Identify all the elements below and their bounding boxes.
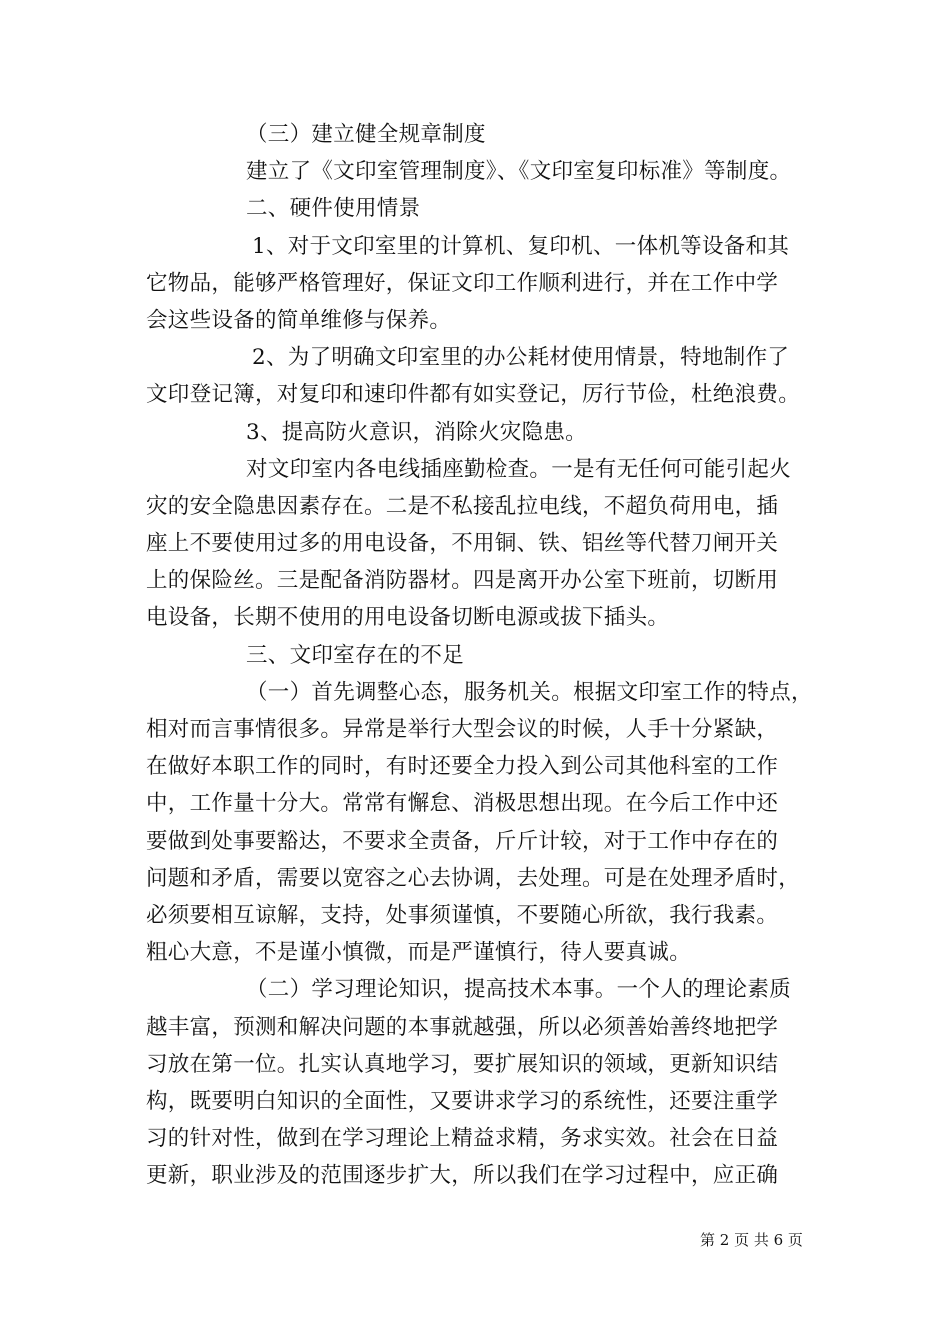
text-line: 在做好本职工作的同时，有时还要全力投入到公司其他科室的工作 bbox=[146, 754, 779, 780]
text-line: （三）建立健全规章制度 bbox=[246, 122, 486, 147]
section-heading: 三、文印室存在的不足 bbox=[246, 642, 465, 668]
text-line: （二）学习理论知识，提高技术本事。一个人的理论素质 bbox=[246, 977, 792, 1003]
text-line: 建立了《文印室管理制度》、《文印室复印标准》等制度。 bbox=[246, 159, 792, 185]
text-line: 粗心大意，不是谨小慎微，而是严谨慎行，待人要真诚。 bbox=[146, 940, 692, 966]
text-line: 电设备，长期不使用的用电设备切断电源或拔下插头。 bbox=[146, 605, 670, 631]
text-line: 2、为了明确文印室里的办公耗材使用情景，特地制作了 bbox=[252, 345, 790, 371]
text-line: 3、提高防火意识，消除火灾隐患。 bbox=[246, 419, 587, 445]
text-line: 更新，职业涉及的范围逐步扩大，所以我们在学习过程中，应正确 bbox=[146, 1163, 779, 1189]
text-line: 习的针对性，做到在学习理论上精益求精，务求实效。社会在日益 bbox=[146, 1126, 779, 1152]
text-line: 必须要相互谅解，支持，处事须谨慎，不要随心所欲，我行我素。 bbox=[146, 902, 779, 928]
document-body bbox=[146, 116, 822, 1194]
text-line: 它物品，能够严格管理好，保证文印工作顺利进行，并在工作中学 bbox=[146, 270, 779, 296]
text-line: 越丰富，预测和解决问题的本事就越强，所以必须善始善终地把学 bbox=[146, 1014, 779, 1040]
text-line: 上的保险丝。三是配备消防器材。四是离开办公室下班前，切断用 bbox=[146, 568, 779, 594]
text-line: 1、对于文印室里的计算机、复印机、一体机等设备和其 bbox=[252, 233, 790, 259]
text-line: 灾的安全隐患因素存在。二是不私接乱拉电线，不超负荷用电，插 bbox=[146, 493, 779, 519]
text-line: 中，工作量十分大。常常有懈怠、消极思想出现。在今后工作中还 bbox=[146, 791, 779, 817]
text-line: 座上不要使用过多的用电设备，不用铜、铁、铝丝等代替刀闸开关 bbox=[146, 531, 779, 557]
text-line: 构，既要明白知识的全面性，又要讲求学习的系统性，还要注重学 bbox=[146, 1088, 779, 1114]
text-line: 文印登记簿，对复印和速印件都有如实登记，厉行节俭，杜绝浪费。 bbox=[146, 382, 801, 408]
text-line: 对文印室内各电线插座勤检查。一是有无任何可能引起火 bbox=[246, 456, 792, 482]
page-number: 第 2 页 共 6 页 bbox=[700, 1231, 803, 1249]
section-heading: 二、硬件使用情景 bbox=[246, 196, 421, 222]
text-line: 会这些设备的简单维修与保养。 bbox=[146, 307, 452, 333]
text-line: 要做到处事要豁达，不要求全责备，斤斤计较，对于工作中存在的 bbox=[146, 828, 779, 854]
text-line: 问题和矛盾，需要以宽容之心去协调，去处理。可是在处理矛盾时， bbox=[146, 865, 801, 891]
text-line: 相对而言事情很多。异常是举行大型会议的时候，人手十分紧缺， bbox=[146, 717, 779, 742]
text-line: 习放在第一位。扎实认真地学习，要扩展知识的领域，更新知识结 bbox=[146, 1051, 779, 1077]
text-line: （一）首先调整心态，服务机关。根据文印室工作的特点， bbox=[246, 679, 813, 705]
